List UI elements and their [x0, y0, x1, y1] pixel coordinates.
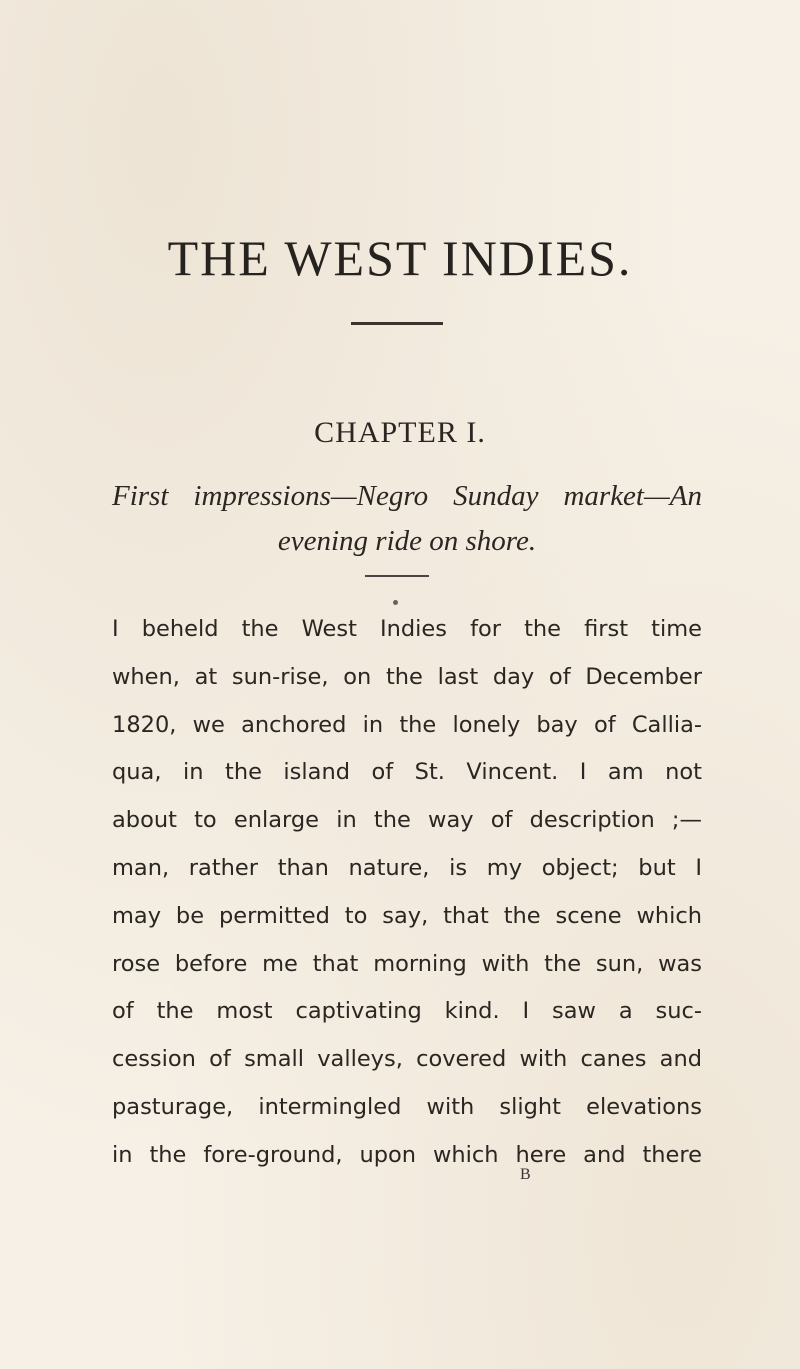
body-line: pasturage, intermingled with slight elevations [112, 1093, 702, 1120]
chapter-summary-line-1: First impressions—Negro Sunday market—An [112, 480, 702, 512]
chapter-summary [112, 474, 702, 564]
body-line: qua, in the island of St. Vincent. I am not [112, 759, 702, 786]
summary-divider [365, 575, 429, 577]
ink-speck [393, 600, 398, 605]
book-title: THE WEST INDIES. [167, 230, 633, 286]
body-line: in the fore-ground, upon which here and there [112, 1141, 702, 1168]
body-line: when, at sun-rise, on the last day of December [112, 663, 702, 690]
body-line: may be permitted to say, that the scene which [112, 902, 702, 929]
title-divider [351, 322, 443, 325]
body-line: rose before me that morning with the sun, was [112, 950, 702, 977]
body-paragraph [112, 606, 702, 1180]
body-line: man, rather than nature, is my object; but I [112, 854, 702, 881]
chapter-summary-line-2: evening ride on shore. [277, 525, 537, 557]
body-line: cession of small valleys, covered with canes and [112, 1046, 702, 1073]
signature-mark: B [520, 1166, 532, 1183]
body-line: about to enlarge in the way of description ;— [112, 807, 702, 834]
body-line: I beheld the West Indies for the first time [112, 616, 702, 642]
body-line: of the most captivating kind. I saw a suc- [112, 998, 702, 1025]
chapter-heading: CHAPTER I. [314, 416, 486, 449]
body-line: 1820, we anchored in the lonely bay of Callia- [112, 711, 702, 738]
